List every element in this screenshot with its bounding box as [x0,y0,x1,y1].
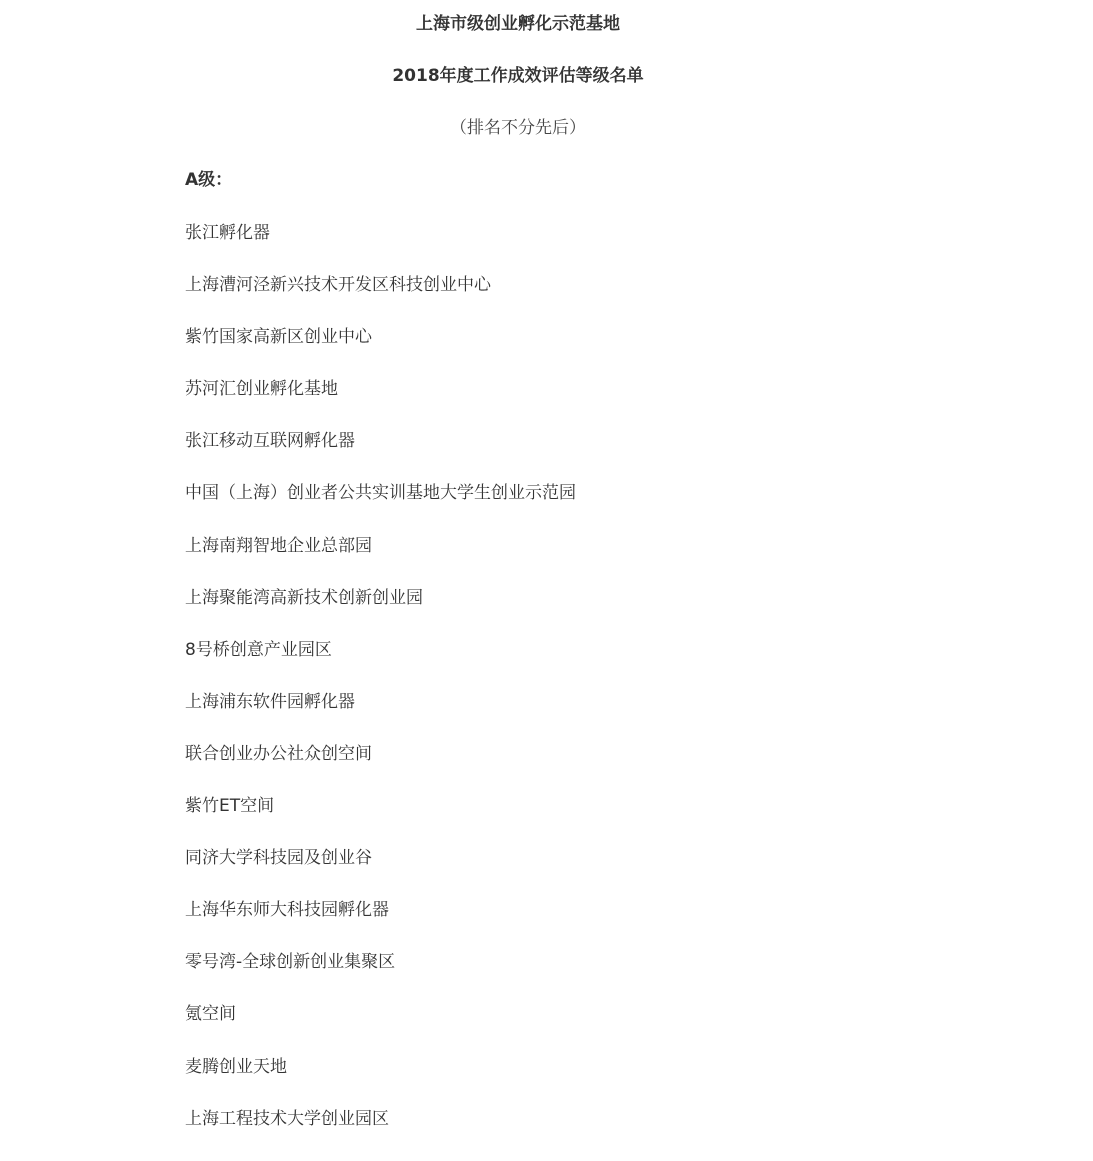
list-item: 紫竹ET空间 [185,796,275,817]
list-item: 上海华东师大科技园孵化器 [185,900,389,921]
list-item: 紫竹国家高新区创业中心 [185,327,372,348]
document-title-line-2: 2018年度工作成效评估等级名单 [392,66,644,86]
grade-a-heading: A级： [185,170,233,190]
list-item: 上海工程技术大学创业园区 [185,1108,389,1129]
list-item: 张江移动互联网孵化器 [185,431,355,452]
document-title-line-1: 上海市级创业孵化示范基地 [416,14,620,34]
list-item: 中国（上海）创业者公共实训基地大学生创业示范园 [185,483,576,504]
list-item: 氪空间 [185,1004,236,1025]
list-item: 联合创业办公社众创空间 [185,743,372,764]
list-item: 张江孵化器 [185,223,270,243]
grade-a-list [185,221,576,1159]
list-item: 上海南翔智地企业总部园 [185,535,372,556]
document-subtitle: （排名不分先后） [450,118,586,138]
list-item: 上海浦东软件园孵化器 [185,691,355,712]
list-item: 零号湾-全球创新创业集聚区 [185,952,396,973]
list-item: 上海聚能湾高新技术创新创业园 [185,587,423,608]
list-item: 上海漕河泾新兴技术开发区科技创业中心 [185,275,491,296]
list-item: 8号桥创意产业园区 [185,639,332,660]
list-item: 苏河汇创业孵化基地 [185,379,338,400]
list-item: 麦腾创业天地 [185,1056,287,1077]
list-item: 同济大学科技园及创业谷 [185,848,372,869]
